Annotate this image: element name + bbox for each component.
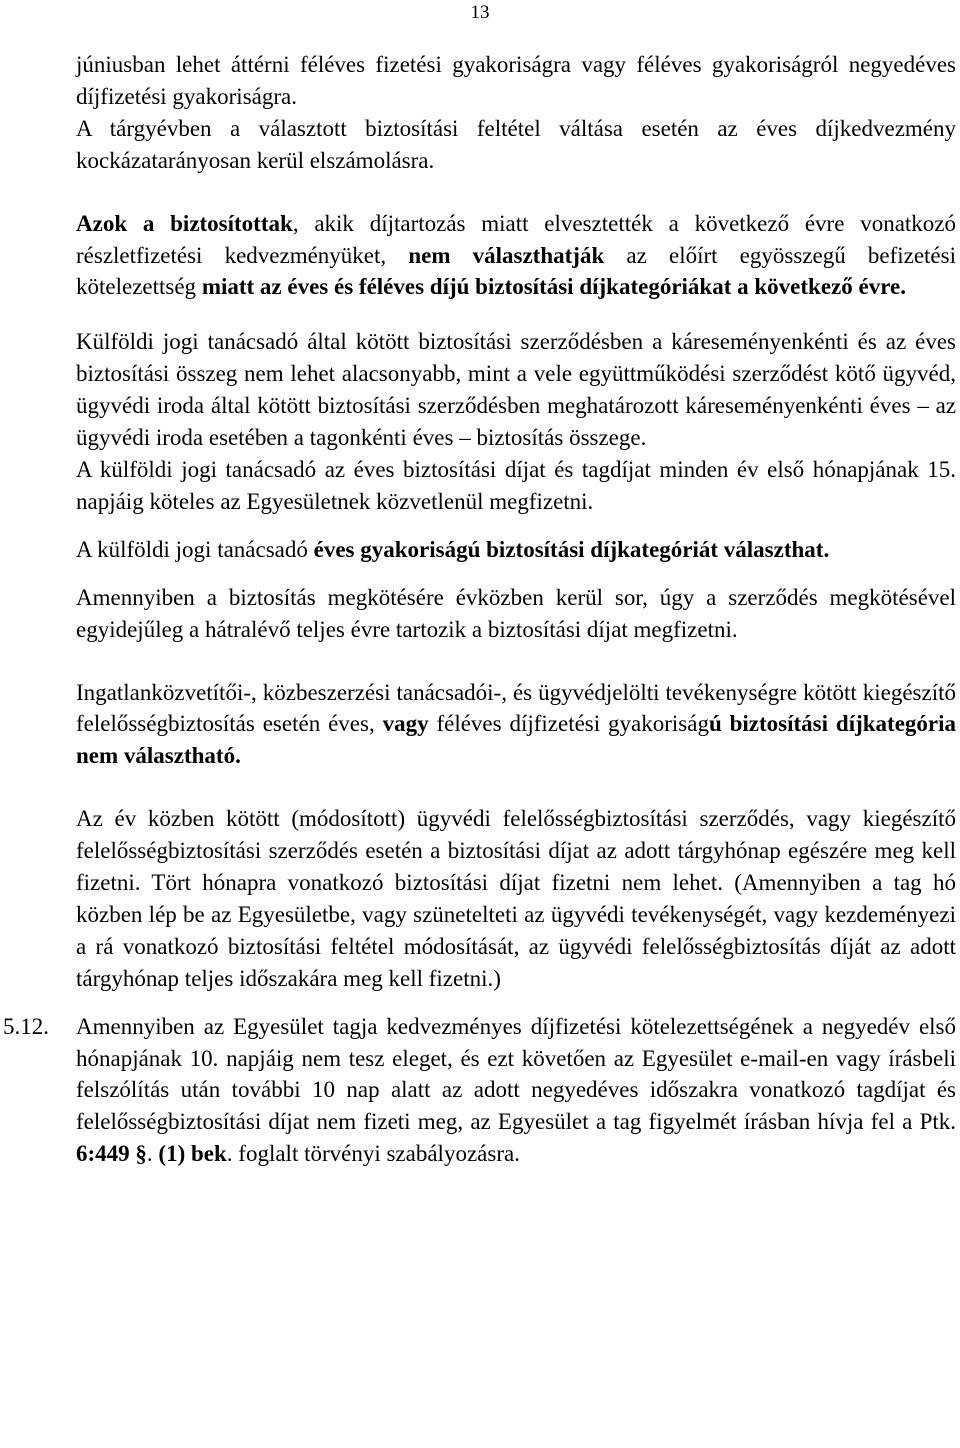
paragraph-debtors	[76, 208, 956, 304]
paragraph-midyear-contract	[76, 582, 956, 646]
paragraph-supplementary-insurance	[76, 677, 956, 773]
bold-text: 6:449 §	[76, 1141, 147, 1167]
bold-text: (1) bek	[158, 1141, 227, 1167]
bold-text: ú biztosítási díjkategória nem választható.	[76, 711, 956, 769]
paragraph-foreign-advisor-category	[76, 534, 956, 566]
paragraph-text: , akik díjtartozás miatt elvesztették a következő évre vonatkozó részletfizetési kedvezményüket,	[76, 210, 956, 268]
paragraph-text: A külföldi jogi tanácsadó	[76, 536, 314, 562]
paragraph-text: júniusban lehet áttérni féléves fizetési gyakoriságra vagy féléves gyakoriságról negyedéves díjfizetési gyakoriságra.	[76, 52, 956, 109]
document-body	[3, 49, 956, 1170]
bold-text: miatt az éves és féléves díjú biztosítási díjkategóriákat a következő évre.	[201, 274, 906, 300]
paragraph-foreign-advisor-payment	[76, 454, 956, 518]
paragraph-text: . foglalt törvényi szabályozásra.	[226, 1141, 520, 1167]
paragraph-text: Külföldi jogi tanácsadó által kötött biztosítási szerződésben a káreseményenkénti és az éves biztosítási összeg nem lehet alacsonyabb, mint a vele együttműködési szerződést kötő ügyvéd, ügyvédi iroda által kötött biztosítási szerződésben meghatározott káreseményenkénti éves – az ügyvédi iroda esetében a tagonkénti éves – biztosítás összege.	[76, 329, 956, 451]
bold-text: vagy	[382, 711, 429, 737]
paragraph-text: Amennyiben az Egyesület tagja kedvezményes díjfizetési kötelezettségének a negyedév első hónapjának 10. napjáig nem tesz eleget, és ezt követően az Egyesület e-mail-en vagy írásbeli felszólítás után további 10 nap alatt az adott negyedéves időszakra vonatkozó tagdíjat és felelősségbiztosítási díjat nem fizeti meg, az Egyesület a tag figyelmét írásban hívja fel a Ptk.	[76, 1013, 956, 1135]
paragraph-text: .	[146, 1141, 159, 1167]
bold-text: Azok a biztosítottak	[76, 210, 293, 236]
paragraph-text: A tárgyévben a választott biztosítási feltétel váltása esetén az éves díjkedvezmény kockázatarányosan kerül elszámolásra.	[76, 115, 956, 173]
bold-text: éves gyakoriságú biztosítási díjkategóriát választhat.	[313, 536, 830, 562]
paragraph-text: az előírt egyösszegű befizetési kötelezettség	[76, 242, 956, 300]
page-number: 13	[470, 2, 490, 23]
paragraph-partial-month	[76, 803, 956, 994]
bold-text: nem választhatják	[408, 242, 605, 268]
paragraph-semiannual-switch	[76, 49, 956, 113]
paragraph-discount-settlement	[76, 113, 956, 177]
section-number: 5.12.	[3, 1013, 49, 1039]
paragraph-text: féléves díjfizetési gyakoriság	[428, 711, 709, 737]
paragraph-text: Amennyiben a biztosítás megkötésére évközben kerül sor, úgy a szerződés megkötésével egyidejűleg a hátralévő teljes évre tartozik a biztosítási díjat megfizetni.	[76, 584, 956, 642]
paragraph-foreign-advisor-sum	[76, 326, 956, 454]
paragraph-text: Ingatlanközvetítői-, közbeszerzési tanácsadói-, és ügyvédjelölti tevékenységre kötött kiegészítő felelősségbiztosítás esetén éves,	[76, 679, 956, 737]
paragraph-text: A külföldi jogi tanácsadó az éves biztosítási díjat és tagdíjat minden év első hónapjának 15. napjáig köteles az Egyesületnek közvetlenül megfizetni.	[76, 456, 956, 514]
section-5-12	[3, 1011, 956, 1171]
paragraph-text: Az év közben kötött (módosított) ügyvédi felelősségbiztosítási szerződés, vagy kiegészítő felelősségbiztosítási szerződés esetén a biztosítási díjat az adott tárgyhónap egészére meg kell fizetni. Tört hónapra vonatkozó biztosítási díjat fizetni nem lehet. (Amennyiben a tag hó közben lép be az Egyesületbe, vagy szünetelteti az ügyvédi tevékenységét, vagy kezdeményezi a rá vonatkozó biztosítási feltétel módosítását, az ügyvédi felelősségbiztosítás díját az adott tárgyhónap teljes időszakára meg kell fizetni.)	[76, 806, 956, 991]
